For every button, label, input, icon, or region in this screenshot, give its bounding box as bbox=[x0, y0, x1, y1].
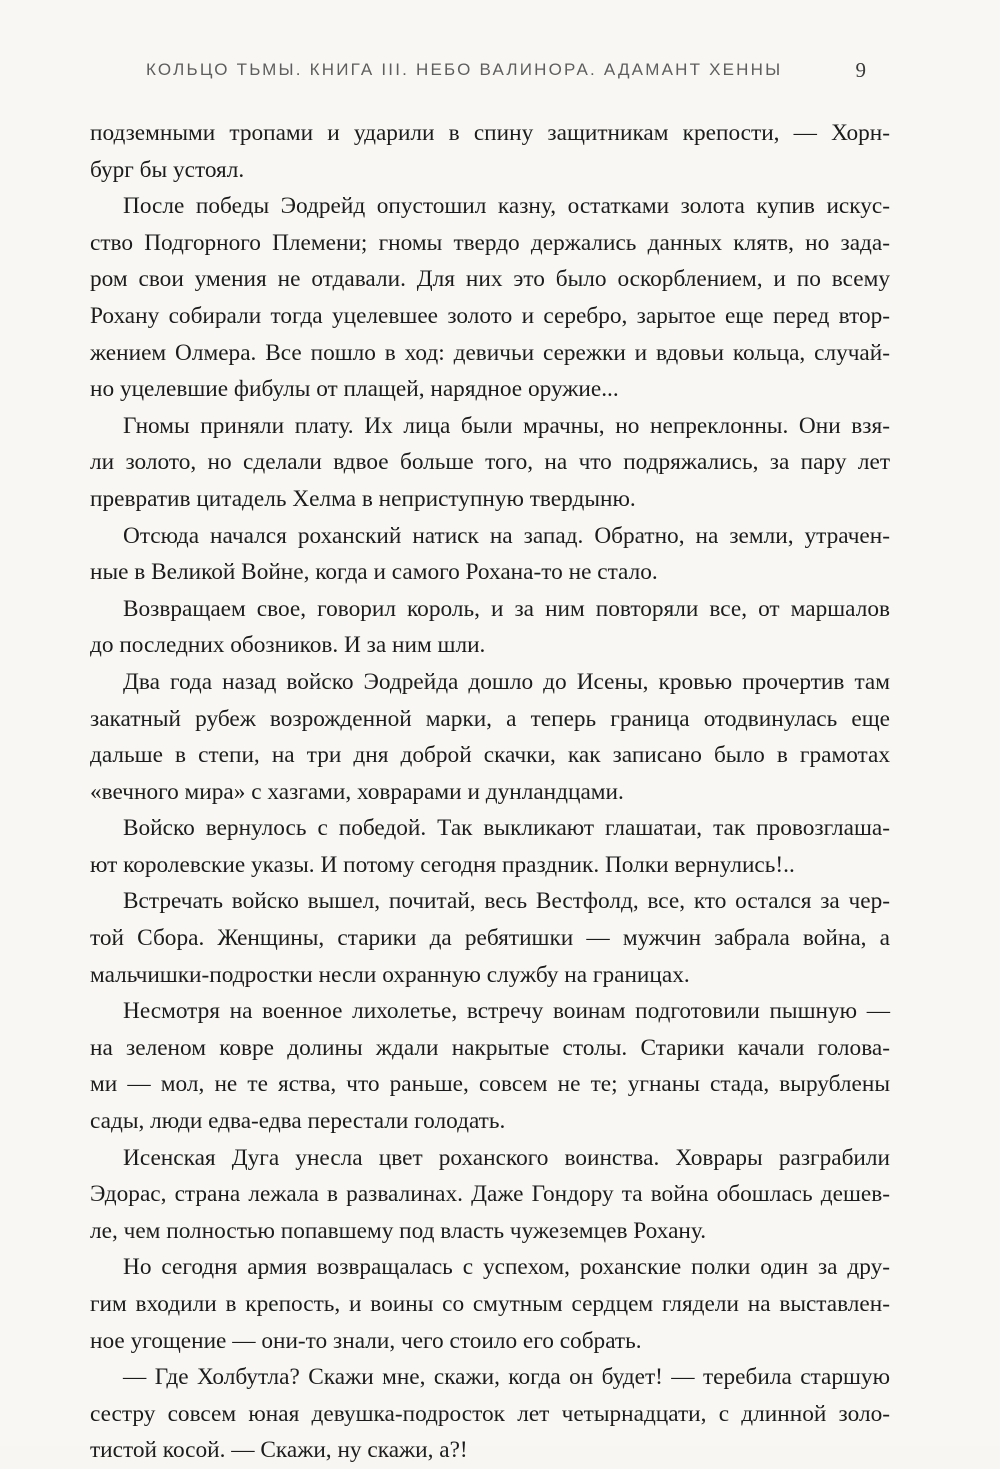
paragraph-10 bbox=[90, 1140, 890, 1250]
text-line: После победы Эодрейд опустошил казну, остатками золота купив искус- bbox=[123, 193, 890, 220]
paragraph-8 bbox=[90, 883, 890, 993]
paragraph-11 bbox=[90, 1249, 890, 1359]
text-line: «вечного мира» с хазгами, ховрарами и дунландцами. bbox=[90, 778, 624, 805]
paragraph-2 bbox=[90, 188, 890, 408]
text-line: Войско вернулось с победой. Так выкликают глашатаи, так провозглаша- bbox=[123, 815, 890, 842]
paragraph-6 bbox=[90, 664, 890, 810]
text-line: Исенская Дуга унесла цвет роханского воинства. Ховрары разграбили bbox=[123, 1144, 890, 1171]
page-number: 9 bbox=[855, 58, 866, 82]
text-line: превратив цитадель Хелма в неприступную твердыню. bbox=[90, 485, 636, 512]
text-line: гим входили в крепость, и воины со смутным сердцем глядели на выставлен- bbox=[90, 1291, 890, 1317]
text-line: ром свои умения не отдавали. Для них это было оскорблением, и по всему bbox=[90, 266, 890, 293]
text-line: жением Олмера. Все пошло в ход: девичьи сережки и вдовьи кольца, случай- bbox=[90, 339, 890, 366]
paragraph-7 bbox=[90, 810, 890, 883]
text-line: ми — мол, не те яства, что раньше, совсем не те; угнаны стада, вырублены bbox=[90, 1071, 890, 1098]
text-line: но уцелевшие фибулы от плащей, нарядное оружие... bbox=[90, 376, 619, 403]
text-line: ли золото, но сделали вдвое больше того, на что подряжались, за пару лет bbox=[90, 449, 890, 476]
text-line: ные в Великой Войне, когда и самого Рохана-то не стало. bbox=[90, 559, 658, 586]
text-line: — Где Холбутла? Скажи мне, скажи, когда он будет! — теребила старшую bbox=[123, 1364, 890, 1391]
text-line: мальчишки-подростки несли охранную службу на границах. bbox=[90, 961, 690, 988]
paragraph-12 bbox=[90, 1359, 890, 1469]
text-line: подземными тропами и ударили в спину защитникам крепости, — Хорн- bbox=[90, 120, 890, 146]
text-line: ле, чем полностью попавшему под власть чужеземцев Рохану. bbox=[90, 1217, 707, 1244]
paragraph-1 bbox=[90, 115, 890, 188]
text-line: на зеленом ковре долины ждали накрытые столы. Старики качали голова- bbox=[90, 1034, 890, 1061]
text-line: тистой косой. — Скажи, ну скажи, а?! bbox=[90, 1437, 468, 1464]
paragraph-4 bbox=[90, 518, 890, 591]
text-line: ют королевские указы. И потому сегодня праздник. Полки вернулись!.. bbox=[90, 851, 795, 878]
paragraph-5 bbox=[90, 591, 890, 664]
text-line: Возвращаем свое, говорил король, и за ним повторяли все, от маршалов bbox=[123, 595, 890, 622]
text-line: закатный рубеж возрожденной марки, а теперь граница отодвинулась еще bbox=[90, 705, 890, 732]
text-line: Эдорас, страна лежала в развалинах. Даже Гондору та война обошлась дешев- bbox=[90, 1181, 890, 1208]
text-line: сады, люди едва-едва перестали голодать. bbox=[90, 1108, 506, 1135]
text-line: до последних обозников. И за ним шли. bbox=[90, 632, 486, 659]
running-head bbox=[146, 58, 866, 88]
text-line: Отсюда начался роханский натиск на запад. Обратно, на земли, утрачен- bbox=[123, 522, 890, 549]
text-line: дальше в степи, на три дня доброй скачки, как записано было в грамотах bbox=[90, 742, 890, 769]
text-line: ное угощение — они-то знали, чего стоило его собрать. bbox=[90, 1327, 642, 1354]
text-line: Рохану собирали тогда уцелевшее золото и серебро, зарытое еще перед втор- bbox=[90, 302, 890, 329]
text-line: Встречать войско вышел, почитай, весь Вестфолд, все, кто остался за чер- bbox=[123, 888, 890, 915]
text-line: Два года назад войско Эодрейда дошло до Исены, кровью прочертив там bbox=[123, 668, 890, 695]
paragraph-9 bbox=[90, 993, 890, 1139]
text-line: Но сегодня армия возвращалась с успехом, роханские полки один за дру- bbox=[123, 1254, 890, 1281]
text-line: Несмотря на военное лихолетье, встречу воинам подготовили пышную — bbox=[123, 998, 890, 1025]
text-line: бург бы устоял. bbox=[90, 156, 245, 183]
text-line: ство Подгорного Племени; гномы твердо держались данных клятв, но зада- bbox=[90, 229, 890, 256]
text-line: той Сбора. Женщины, старики да ребятишки — мужчин забрала война, а bbox=[90, 925, 890, 952]
paragraph-3 bbox=[90, 408, 890, 518]
body-text bbox=[90, 115, 890, 1469]
text-line: Гномы приняли плату. Их лица были мрачны, но непреклонны. Они взя- bbox=[123, 412, 890, 439]
running-title: КОЛЬЦО ТЬМЫ. КНИГА III. НЕБО ВАЛИНОРА. АДАМАНТ ХЕННЫ bbox=[146, 60, 783, 79]
text-line: сестру совсем юная девушка-подросток лет четырнадцати, с длинной золо- bbox=[90, 1400, 890, 1427]
